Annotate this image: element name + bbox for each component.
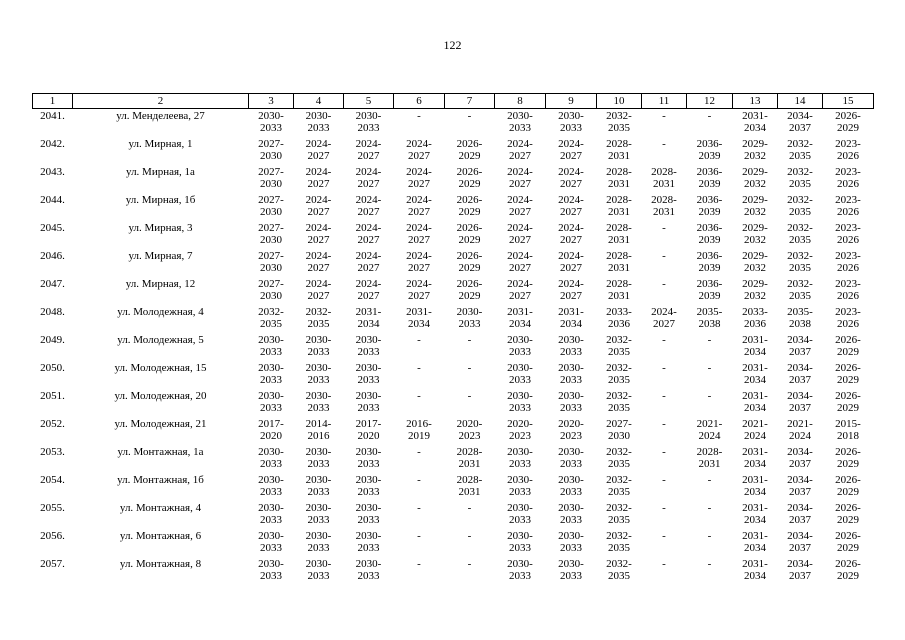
period-cell: 2030- 2033 (355, 502, 382, 526)
period-cell: 2030- 2033 (305, 446, 332, 470)
period-cell: 2027- 2030 (606, 418, 632, 442)
table-row (33, 139, 874, 167)
period-cell: 2026- 2029 (835, 390, 861, 414)
period-cell: 2032- 2035 (787, 250, 813, 274)
period-cell: - (662, 110, 666, 122)
period-cell: 2023- 2026 (835, 306, 861, 330)
period-cell: 2031- 2034 (558, 306, 584, 330)
row-address: ул. Мирная, 7 (128, 250, 193, 262)
period-cell: 2024- 2027 (305, 138, 332, 162)
period-cell: 2026- 2029 (456, 250, 483, 274)
period-cell: 2020- 2023 (558, 418, 584, 442)
period-cell: 2028- 2031 (606, 250, 632, 274)
row-number: 2046. (40, 250, 65, 262)
period-cell: - (662, 250, 666, 262)
period-cell: 2028- 2031 (456, 474, 483, 498)
period-cell: - (467, 334, 472, 346)
row-address: ул. Монтажная, 4 (119, 502, 202, 514)
period-cell: - (662, 530, 666, 542)
table-row (33, 531, 874, 559)
period-cell: 2021- 2024 (696, 418, 723, 442)
period-cell: 2020- 2023 (456, 418, 483, 442)
period-cell: 2026- 2029 (456, 222, 483, 246)
period-cell: 2020- 2023 (507, 418, 533, 442)
period-cell: - (662, 222, 666, 234)
period-cell: 2024- 2027 (355, 250, 382, 274)
period-cell: 2029- 2032 (742, 222, 768, 246)
table-row (33, 503, 874, 531)
table-row (33, 335, 874, 363)
row-number: 2050. (40, 362, 65, 374)
period-cell: 2030- 2033 (258, 334, 284, 358)
period-cell: 2030- 2033 (355, 474, 382, 498)
period-cell: 2030- 2033 (507, 474, 533, 498)
period-cell: 2030- 2033 (558, 446, 584, 470)
table-row (33, 195, 874, 223)
period-cell: 2031- 2034 (742, 474, 768, 498)
period-cell: - (467, 390, 472, 402)
period-cell: - (417, 530, 421, 542)
row-number: 2053. (40, 446, 65, 458)
period-cell: - (467, 502, 472, 514)
row-number: 2044. (40, 194, 65, 206)
row-address: ул. Монтажная, 6 (119, 530, 202, 542)
period-cell: 2023- 2026 (835, 194, 861, 218)
period-cell: 2032- 2035 (305, 306, 332, 330)
period-cell: 2024- 2027 (558, 278, 584, 302)
period-cell: 2030- 2033 (355, 530, 382, 554)
period-cell: 2029- 2032 (742, 250, 768, 274)
period-cell: 2026- 2029 (835, 110, 861, 134)
period-cell: 2024- 2027 (305, 222, 332, 246)
period-cell: 2017- 2020 (355, 418, 382, 442)
period-cell: 2031- 2034 (742, 502, 768, 526)
period-cell: - (707, 558, 712, 570)
table-row (33, 307, 874, 335)
period-cell: 2031- 2034 (355, 306, 382, 330)
period-cell: 2021- 2024 (787, 418, 813, 442)
period-cell: 2030- 2033 (507, 558, 533, 582)
period-cell: 2030- 2033 (456, 306, 483, 330)
period-cell: 2032- 2035 (787, 222, 813, 246)
period-cell: 2024- 2027 (355, 138, 382, 162)
period-cell: 2027- 2030 (258, 138, 284, 162)
period-cell: - (707, 390, 712, 402)
period-cell: 2030- 2033 (355, 334, 382, 358)
period-cell: 2023- 2026 (835, 166, 861, 190)
period-cell: 2031- 2034 (742, 362, 768, 386)
table-body (33, 109, 874, 588)
row-number: 2052. (40, 418, 65, 430)
period-cell: 2029- 2032 (742, 278, 768, 302)
period-cell: - (707, 474, 712, 486)
period-cell: 2032- 2035 (606, 530, 632, 554)
period-cell: 2033- 2036 (742, 306, 768, 330)
period-cell: - (662, 418, 666, 430)
row-number: 2048. (40, 306, 65, 318)
row-address: ул. Монтажная, 1б (117, 474, 204, 486)
period-cell: 2032- 2035 (606, 502, 632, 526)
period-cell: 2030- 2033 (258, 362, 284, 386)
column-header: 4 (294, 94, 344, 109)
table-row (33, 391, 874, 419)
period-cell: 2027- 2030 (258, 250, 284, 274)
period-cell: 2036- 2039 (696, 166, 723, 190)
period-cell: 2028- 2031 (651, 166, 677, 190)
period-cell: 2024- 2027 (406, 166, 432, 190)
period-cell: 2030- 2033 (507, 446, 533, 470)
row-address: ул. Мирная, 3 (128, 222, 193, 234)
period-cell: 2023- 2026 (835, 222, 861, 246)
column-header: 5 (344, 94, 394, 109)
period-cell: - (707, 530, 712, 542)
period-cell: 2027- 2030 (258, 222, 284, 246)
period-cell: 2030- 2033 (258, 530, 284, 554)
period-cell: 2031- 2034 (406, 306, 432, 330)
row-address: ул. Мирная, 1 (128, 138, 193, 150)
period-cell: 2032- 2035 (606, 362, 632, 386)
column-header: 10 (597, 94, 642, 109)
period-cell: 2024- 2027 (406, 194, 432, 218)
period-cell: 2027- 2030 (258, 166, 284, 190)
table-row (33, 419, 874, 447)
period-cell: 2030- 2033 (355, 446, 382, 470)
period-cell: - (467, 530, 472, 542)
period-cell: 2026- 2029 (456, 278, 483, 302)
period-cell: 2024- 2027 (406, 138, 432, 162)
period-cell: 2023- 2026 (835, 138, 861, 162)
header-row (33, 94, 874, 109)
period-cell: 2032- 2035 (787, 138, 813, 162)
period-cell: 2027- 2030 (258, 194, 284, 218)
table-row (33, 109, 874, 140)
period-cell: 2026- 2029 (835, 502, 861, 526)
period-cell: - (417, 502, 421, 514)
period-cell: 2023- 2026 (835, 278, 861, 302)
column-header: 8 (495, 94, 546, 109)
period-cell: 2032- 2035 (606, 390, 632, 414)
period-cell: 2023- 2026 (835, 250, 861, 274)
column-header: 15 (823, 94, 874, 109)
period-cell: 2030- 2033 (558, 110, 584, 134)
period-cell: 2034- 2037 (787, 362, 813, 386)
period-cell: 2030- 2033 (507, 362, 533, 386)
period-cell: 2014- 2016 (305, 418, 332, 442)
period-cell: 2034- 2037 (787, 110, 813, 134)
period-cell: 2026- 2029 (835, 334, 861, 358)
period-cell: 2024- 2027 (406, 222, 432, 246)
period-cell: - (662, 362, 666, 374)
period-cell: 2027- 2030 (258, 278, 284, 302)
column-header: 14 (778, 94, 823, 109)
period-cell: 2030- 2033 (558, 390, 584, 414)
row-number: 2049. (40, 334, 65, 346)
period-cell: 2035- 2038 (696, 306, 723, 330)
row-address: ул. Молодежная, 21 (114, 418, 207, 430)
table-row (33, 167, 874, 195)
period-cell: 2030- 2033 (305, 390, 332, 414)
period-cell: 2032- 2035 (787, 166, 813, 190)
table-row (33, 251, 874, 279)
schedule-table (32, 93, 874, 587)
table-row (33, 475, 874, 503)
row-address: ул. Мирная, 12 (125, 278, 196, 290)
row-number: 2047. (40, 278, 65, 290)
period-cell: 2026- 2029 (835, 446, 861, 470)
row-number: 2051. (40, 390, 65, 402)
period-cell: - (417, 110, 421, 122)
period-cell: 2033- 2036 (606, 306, 632, 330)
period-cell: 2030- 2033 (558, 558, 584, 582)
column-header: 9 (546, 94, 597, 109)
period-cell: 2030- 2033 (507, 110, 533, 134)
period-cell: 2030- 2033 (305, 362, 332, 386)
period-cell: 2034- 2037 (787, 390, 813, 414)
period-cell: 2024- 2027 (558, 194, 584, 218)
table-row (33, 223, 874, 251)
period-cell: 2030- 2033 (258, 502, 284, 526)
period-cell: 2031- 2034 (742, 530, 768, 554)
period-cell: 2031- 2034 (742, 390, 768, 414)
period-cell: 2030- 2033 (305, 110, 332, 134)
period-cell: 2034- 2037 (787, 474, 813, 498)
period-cell: 2030- 2033 (558, 502, 584, 526)
period-cell: 2030- 2033 (558, 334, 584, 358)
period-cell: - (707, 362, 712, 374)
row-number: 2045. (40, 222, 65, 234)
period-cell: 2024- 2027 (558, 166, 584, 190)
period-cell: 2030- 2033 (305, 558, 332, 582)
period-cell: 2024- 2027 (507, 194, 533, 218)
period-cell: 2030- 2033 (355, 390, 382, 414)
period-cell: 2024- 2027 (507, 138, 533, 162)
column-header: 2 (73, 94, 249, 109)
period-cell: 2028- 2031 (456, 446, 483, 470)
period-cell: 2032- 2035 (787, 194, 813, 218)
period-cell: 2032- 2035 (606, 110, 632, 134)
period-cell: - (662, 278, 666, 290)
column-header: 11 (642, 94, 687, 109)
row-address: ул. Молодежная, 20 (114, 390, 207, 402)
row-number: 2041. (40, 110, 65, 122)
row-address: ул. Монтажная, 1а (117, 446, 204, 458)
period-cell: - (417, 390, 421, 402)
period-cell: - (417, 558, 421, 570)
period-cell: 2031- 2034 (742, 110, 768, 134)
period-cell: 2028- 2031 (606, 278, 632, 302)
row-address: ул. Мирная, 1б (125, 194, 196, 206)
period-cell: 2024- 2027 (507, 278, 533, 302)
row-number: 2043. (40, 166, 65, 178)
period-cell: 2030- 2033 (558, 530, 584, 554)
period-cell: 2032- 2035 (606, 474, 632, 498)
row-address: ул. Молодежная, 4 (117, 306, 204, 318)
row-address: ул. Мирная, 1а (126, 166, 195, 178)
period-cell: 2017- 2020 (258, 418, 284, 442)
row-number: 2056. (40, 530, 65, 542)
period-cell: 2031- 2034 (742, 446, 768, 470)
period-cell: 2028- 2031 (606, 194, 632, 218)
table-row (33, 363, 874, 391)
period-cell: 2034- 2037 (787, 502, 813, 526)
period-cell: - (417, 446, 421, 458)
period-cell: 2028- 2031 (606, 138, 632, 162)
row-number: 2057. (40, 558, 65, 570)
row-number: 2055. (40, 502, 65, 514)
page-number: 122 (443, 38, 462, 52)
period-cell: - (662, 474, 666, 486)
period-cell: 2030- 2033 (507, 530, 533, 554)
row-address: ул. Менделеева, 27 (116, 110, 205, 122)
period-cell: 2024- 2027 (305, 166, 332, 190)
row-number: 2054. (40, 474, 65, 486)
period-cell: 2032- 2035 (258, 306, 284, 330)
period-cell: 2024- 2027 (305, 250, 332, 274)
period-cell: - (417, 474, 421, 486)
period-cell: 2028- 2031 (606, 222, 632, 246)
period-cell: 2034- 2037 (787, 558, 813, 582)
period-cell: - (662, 558, 666, 570)
period-cell: 2026- 2029 (835, 558, 861, 582)
period-cell: 2024- 2027 (507, 222, 533, 246)
row-address: ул. Молодежная, 5 (117, 334, 204, 346)
period-cell: 2030- 2033 (305, 530, 332, 554)
period-cell: 2031- 2034 (742, 558, 768, 582)
period-cell: 2024- 2027 (355, 194, 382, 218)
period-cell: 2032- 2035 (606, 446, 632, 470)
period-cell: 2030- 2033 (355, 558, 382, 582)
period-cell: 2024- 2027 (558, 138, 584, 162)
period-cell: 2028- 2031 (696, 446, 723, 470)
period-cell: 2026- 2029 (835, 362, 861, 386)
period-cell: 2030- 2033 (258, 110, 284, 134)
period-cell: 2026- 2029 (835, 530, 861, 554)
period-cell: 2030- 2033 (305, 474, 332, 498)
period-cell: 2032- 2035 (606, 558, 632, 582)
period-cell: 2024- 2027 (558, 250, 584, 274)
period-cell: 2030- 2033 (258, 390, 284, 414)
period-cell: - (467, 558, 472, 570)
column-header: 13 (733, 94, 778, 109)
period-cell: 2030- 2033 (258, 446, 284, 470)
period-cell: 2035- 2038 (787, 306, 813, 330)
period-cell: 2031- 2034 (742, 334, 768, 358)
period-cell: 2024- 2027 (406, 278, 432, 302)
period-cell: 2032- 2035 (606, 334, 632, 358)
period-cell: - (417, 334, 421, 346)
period-cell: - (662, 390, 666, 402)
period-cell: 2036- 2039 (696, 194, 723, 218)
period-cell: 2034- 2037 (787, 530, 813, 554)
period-cell: 2030- 2033 (507, 390, 533, 414)
period-cell: 2026- 2029 (456, 194, 483, 218)
column-header: 12 (687, 94, 733, 109)
period-cell: 2030- 2033 (305, 502, 332, 526)
period-cell: 2028- 2031 (606, 166, 632, 190)
column-header: 3 (249, 94, 294, 109)
period-cell: 2030- 2033 (355, 362, 382, 386)
period-cell: 2036- 2039 (696, 250, 723, 274)
period-cell: 2028- 2031 (651, 194, 677, 218)
period-cell: 2024- 2027 (355, 166, 382, 190)
period-cell: 2030- 2033 (258, 474, 284, 498)
period-cell: 2024- 2027 (305, 278, 332, 302)
period-cell: 2034- 2037 (787, 446, 813, 470)
period-cell: 2021- 2024 (742, 418, 768, 442)
period-cell: 2024- 2027 (406, 250, 432, 274)
column-header: 7 (445, 94, 495, 109)
period-cell: 2030- 2033 (258, 558, 284, 582)
period-cell: - (707, 110, 712, 122)
period-cell: 2024- 2027 (507, 166, 533, 190)
row-address: ул. Монтажная, 8 (119, 558, 202, 570)
period-cell: 2024- 2027 (507, 250, 533, 274)
period-cell: 2031- 2034 (507, 306, 533, 330)
row-number: 2042. (40, 138, 65, 150)
period-cell: - (662, 138, 666, 150)
period-cell: 2016- 2019 (406, 418, 432, 442)
period-cell: 2026- 2029 (456, 166, 483, 190)
period-cell: 2036- 2039 (696, 278, 723, 302)
period-cell: 2030- 2033 (507, 334, 533, 358)
period-cell: 2030- 2033 (305, 334, 332, 358)
period-cell: - (707, 502, 712, 514)
period-cell: - (662, 334, 666, 346)
period-cell: - (467, 110, 472, 122)
period-cell: 2029- 2032 (742, 138, 768, 162)
period-cell: 2030- 2033 (558, 474, 584, 498)
table-row (33, 279, 874, 307)
period-cell: 2030- 2033 (355, 110, 382, 134)
period-cell: 2024- 2027 (355, 278, 382, 302)
row-address: ул. Молодежная, 15 (114, 362, 207, 374)
period-cell: - (662, 502, 666, 514)
period-cell: 2024- 2027 (558, 222, 584, 246)
period-cell: 2034- 2037 (787, 334, 813, 358)
period-cell: 2024- 2027 (651, 306, 677, 330)
period-cell: - (662, 446, 666, 458)
period-cell: 2015- 2018 (835, 418, 861, 442)
column-header: 1 (33, 94, 73, 109)
period-cell: - (707, 334, 712, 346)
period-cell: - (417, 362, 421, 374)
period-cell: 2026- 2029 (835, 474, 861, 498)
column-header: 6 (394, 94, 445, 109)
period-cell: 2032- 2035 (787, 278, 813, 302)
period-cell: - (467, 362, 472, 374)
period-cell: 2030- 2033 (507, 502, 533, 526)
period-cell: 2024- 2027 (305, 194, 332, 218)
period-cell: 2024- 2027 (355, 222, 382, 246)
table-row (33, 559, 874, 587)
period-cell: 2036- 2039 (696, 138, 723, 162)
table-row (33, 447, 874, 475)
period-cell: 2029- 2032 (742, 194, 768, 218)
period-cell: 2036- 2039 (696, 222, 723, 246)
period-cell: 2030- 2033 (558, 362, 584, 386)
period-cell: 2026- 2029 (456, 138, 483, 162)
period-cell: 2029- 2032 (742, 166, 768, 190)
